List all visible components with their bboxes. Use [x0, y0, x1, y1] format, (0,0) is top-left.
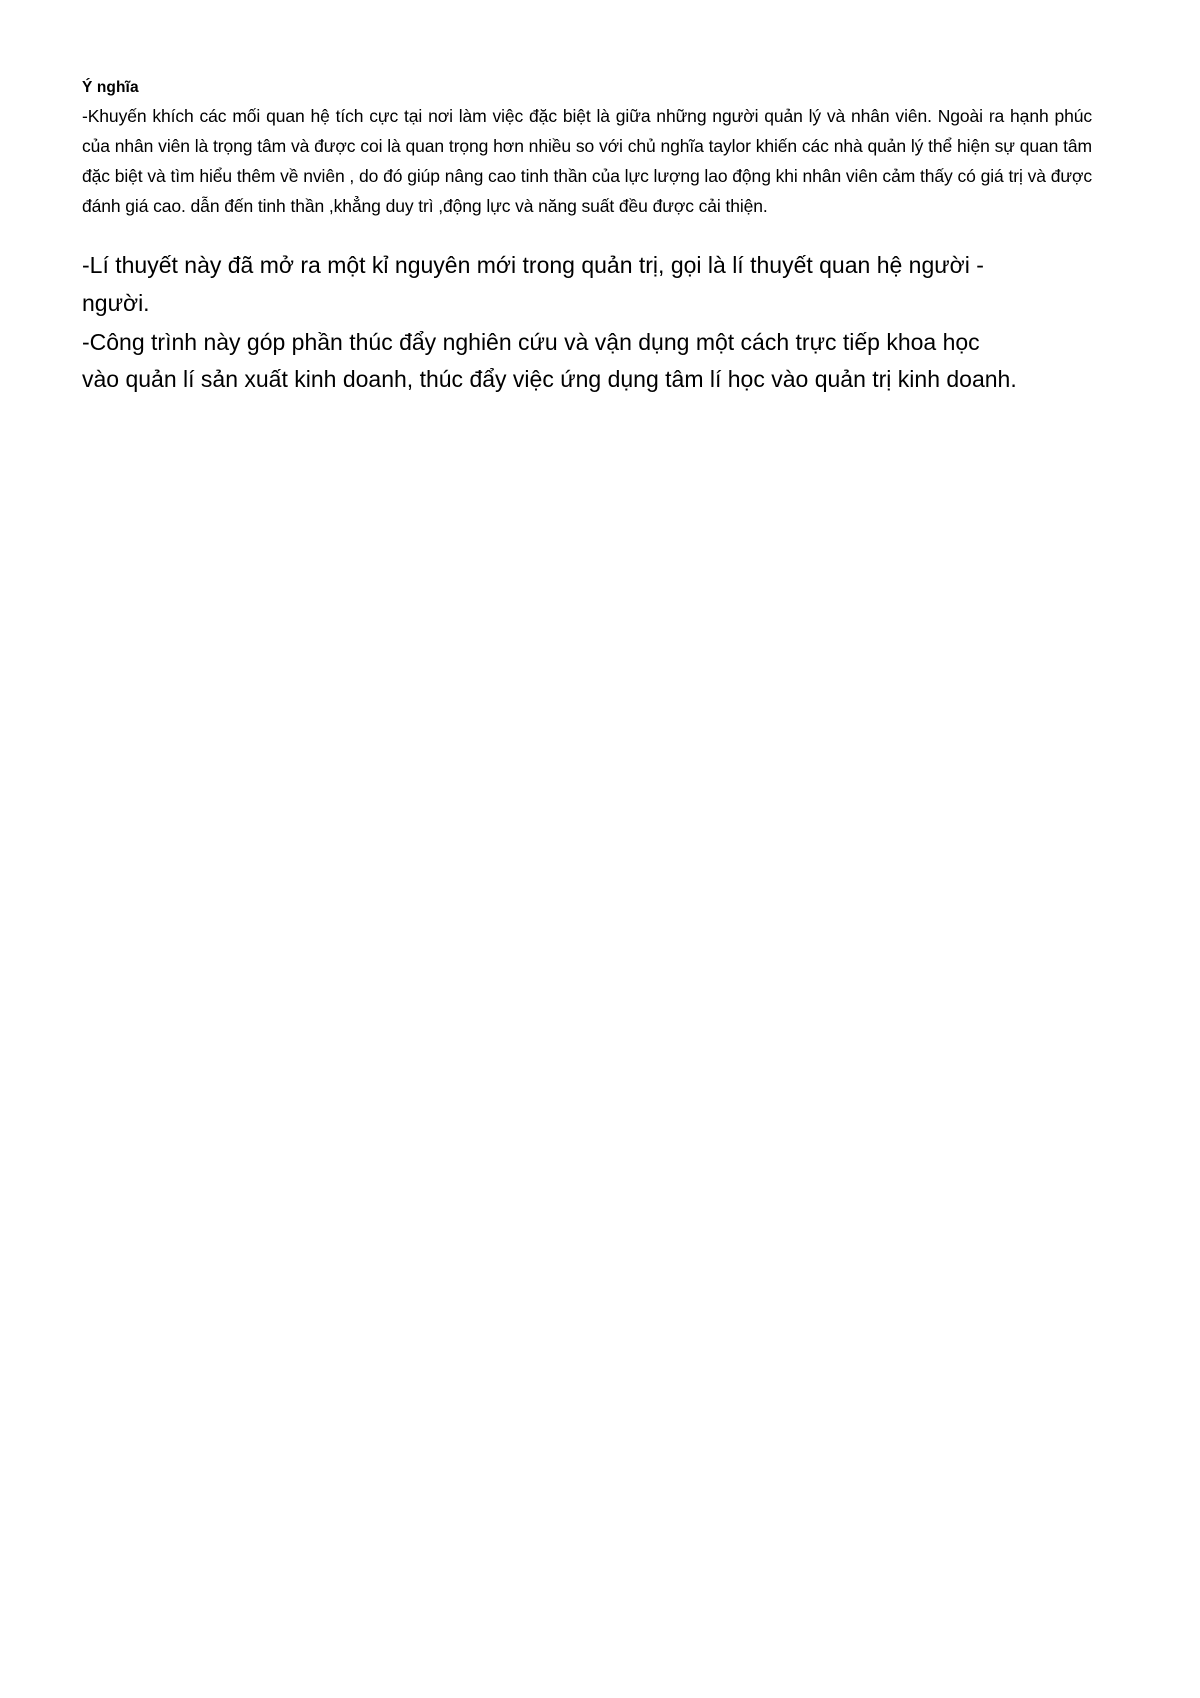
paragraph-new-era: -Lí thuyết này đã mở ra một kỉ nguyên mới trong quản trị, gọi là lí thuyết quan hệ người - người. — [82, 252, 984, 316]
paragraph-significance: -Khuyến khích các mối quan hệ tích cực tại nơi làm việc đặc biệt là giữa những người quản lý và nhân viên. Ngoài ra hạnh phúc của nhân viên là trọng tâm và được coi là quan trọng hơn nhiều so với chủ nghĩa taylor khiến các nhà quản lý thể hiện sự quan tâm đặc biệt và tìm hiểu thêm về nviên , do đó giúp nâng cao tinh thần của lực lượng lao động khi nhân viên cảm thấy có giá trị và được đánh giá cao. dẫn đến tinh thần ,khẳng duy trì ,động lực và năng suất đều được cải thiện. — [82, 105, 1092, 217]
paragraph-application: -Công trình này góp phần thúc đẩy nghiên cứu và vận dụng một cách trực tiếp khoa học vào quản lí sản xuất kinh doanh, thúc đẩy việc ứng dụng tâm lí học vào quản trị kinh doanh. — [82, 328, 1017, 393]
paragraph-spacer — [82, 221, 1102, 247]
document-body — [82, 78, 1102, 398]
section-heading: Ý nghĩa — [82, 79, 139, 96]
